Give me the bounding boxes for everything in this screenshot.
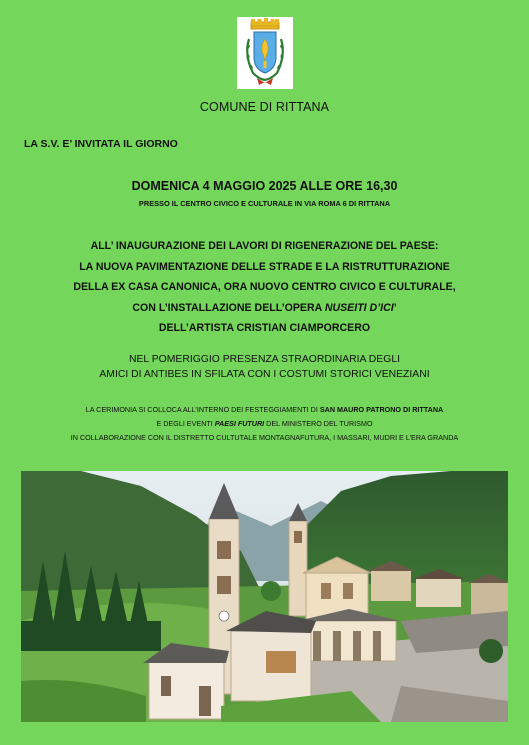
event-line-5: DELL’ARTISTA CRISTIAN CIAMPORCERO — [158, 322, 371, 334]
paesi-futuri-event: PAESI FUTURI — [214, 419, 265, 428]
municipal-crest-logo — [237, 17, 293, 89]
ceremony-line-2 — [0, 417, 529, 431]
artwork-title: NUSEITI D’ICI — [324, 301, 394, 314]
afternoon-line-1: NEL POMERIGGIO PRESENZA STRAORDINARIA DEGLI — [129, 354, 400, 365]
ceremony-line-1 — [0, 403, 529, 417]
event-line-4-suffix: ’ — [393, 301, 397, 314]
church-landscape-illustration — [21, 471, 508, 722]
invitation-intro: LA S.V. E’ INVITATA IL GIORNO — [24, 138, 178, 150]
municipality-name: COMUNE DI RITTANA — [199, 100, 330, 114]
event-description — [0, 236, 529, 339]
event-date: DOMENICA 4 MAGGIO 2025 ALLE ORE 16,30 — [131, 179, 398, 193]
ceremony-line-2-suffix: DEL MINISTERO DEL TURISMO — [264, 419, 373, 428]
event-line-1: ALL’ INAUGURAZIONE DEI LAVORI DI RIGENERAZIONE DEL PAESE: — [90, 240, 439, 252]
afternoon-line-2: AMICI DI ANTIBES IN SFILATA CON I COSTUMI STORICI VENEZIANI — [99, 369, 430, 380]
event-venue: PRESSO IL CENTRO CIVICO E CULTURALE IN VIA ROMA 6 DI RITTANA — [138, 199, 391, 208]
coat-of-arms-icon — [237, 17, 293, 89]
ceremony-note — [0, 403, 529, 445]
ceremony-line-3: IN COLLABORAZIONE CON IL DISTRETTO CULTUTALE MONTAGNAFUTURA, I MASSARI, MUDRI E L’ERA GRANDA — [70, 433, 459, 442]
ceremony-line-1-prefix: LA CERIMONIA SI COLLOCA ALL’INTERNO DEI FESTEGGIAMENTI DI — [85, 405, 320, 414]
event-line-4-prefix: CON L’INSTALLAZIONE DELL’OPERA — [132, 301, 325, 314]
ceremony-line-2-prefix: E DEGLI EVENTI — [156, 419, 215, 428]
event-line-3: DELLA EX CASA CANONICA, ORA NUOVO CENTRO CIVICO E CULTURALE, — [73, 281, 456, 293]
patron-saint-festival: SAN MAURO PATRONO DI RITTANA — [319, 405, 444, 414]
event-line-4 — [0, 298, 529, 319]
event-line-2: LA NUOVA PAVIMENTAZIONE DELLE STRADE E LA RISTRUTTURAZIONE — [79, 260, 450, 273]
village-photo — [21, 471, 508, 722]
afternoon-note — [0, 352, 529, 382]
